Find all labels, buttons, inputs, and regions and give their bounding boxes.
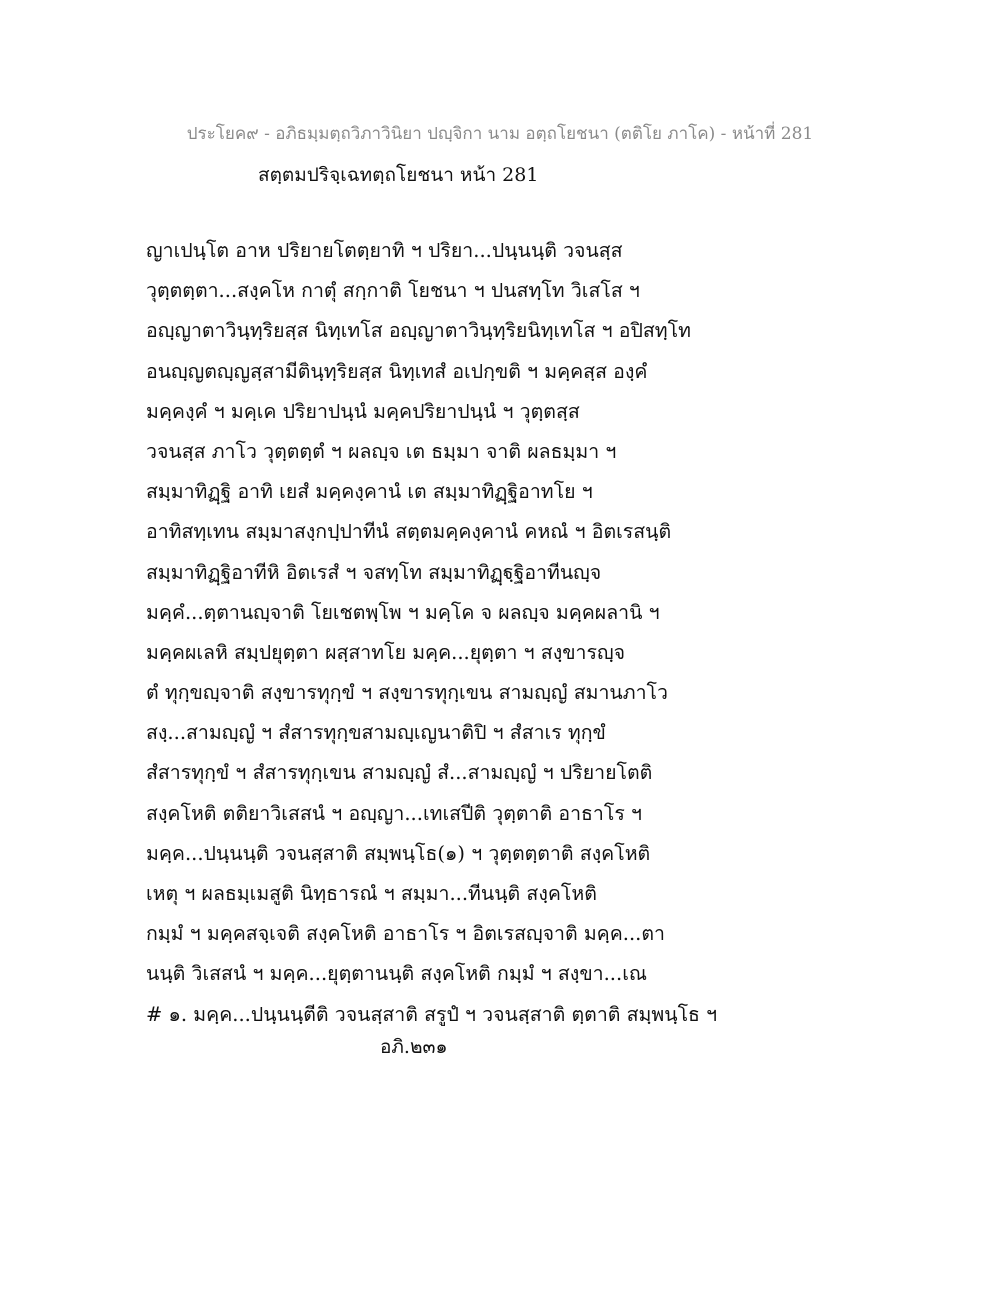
- text-line: สมฺมาทิฏฺฐิอาทีหิ อิตเรสํ ฯ จสทฺโท สมฺมาทิฏฺฐฺฐิอาทีนญฺจ: [146, 560, 602, 584]
- text-line: วุตฺตตฺตา...สงฺคโห กาตุํ สกฺกาติ โยชนา ฯ ปนสทฺโท วิเสโส ฯ: [146, 279, 640, 303]
- text-line: สมฺมาทิฏฺฐิ อาทิ เยสํ มคฺคงฺคานํ เต สมฺมาทิฏฺฐิอาทโย ฯ: [146, 480, 593, 504]
- text-line: สงฺ...สามญฺญํ ฯ สํสารทุกฺขสามญฺเญนาติปิ ฯ สํสาเร ทุกฺขํ: [146, 721, 606, 745]
- section-title: สตฺตมปริจฺเฉทตฺถโยชนา หน้า 281: [258, 164, 539, 186]
- text-line: เหตุ ฯ ผลธมฺเมสูติ นิทฺธารณํ ฯ สมฺมา...ทีนนฺติ สงฺคโหติ: [146, 882, 597, 905]
- text-line: มคฺคํ...ตฺตานญฺจาติ โยเชตพฺโพ ฯ มคฺโค จ ผลญฺจ มคฺคผลานิ ฯ: [146, 600, 660, 624]
- page-label: อภิ.๒๓๑: [380, 1036, 448, 1058]
- text-line: นนฺติ วิเสสนํ ฯ มคฺค...ยุตฺตานนฺติ สงฺคโหติ กมฺมํ ฯ สงฺขา...เณ: [146, 962, 647, 986]
- text-line: สงฺคโหติ ตติยาวิเสสนํ ฯ อญฺญา...เทเสปีติ วุตฺตาติ อาธาโร ฯ: [146, 801, 642, 825]
- text-line: ญาเปนฺโต อาห ปริยายโตตฺยาทิ ฯ ปริยา...ปนฺนนฺติ วจนสฺส: [146, 239, 623, 262]
- text-line: มคฺคงฺคํ ฯ มคฺเค ปริยาปนฺนํ มคฺคปริยาปนฺนํ ฯ วุตฺตสฺส: [146, 399, 580, 423]
- body-text: [146, 231, 866, 1035]
- footnote-line: # ๑. มคฺค...ปนฺนนฺตีติ วจนสฺสาติ สรูปํ ฯ วจนสฺสาติ ตฺตาติ สมฺพนฺโธ ฯ: [146, 1002, 718, 1026]
- text-line: ตํ ทุกฺขญฺจาติ สงฺขารทุกฺขํ ฯ สงฺขารทุกฺเขน สามญฺญํ สมานภาโว: [146, 681, 668, 705]
- text-line: กมฺมํ ฯ มคฺคสจฺเจติ สงฺคโหติ อาธาโร ฯ อิตเรสญฺจาติ มคฺค...ตา: [146, 922, 665, 946]
- text-line: วจนสฺส ภาโว วุตฺตตฺตํ ฯ ผลญฺจ เต ธมฺมา จาติ ผลธมฺมา ฯ: [146, 439, 617, 463]
- text-line: อนญฺญตญฺญสฺสามีตินฺทฺริยสฺส นิทฺเทสํ อเปกฺขติ ฯ มคฺคสฺส องฺคํ: [146, 359, 648, 383]
- running-header: ประโยค๙ - อภิธมฺมตฺถวิภาวินิยา ปญฺจิกา นาม อตฺถโยชนา (ตติโย ภาโค) - หน้าที่ 281: [186, 124, 814, 144]
- text-line: มคฺคผเลหิ สมฺปยุตฺตา ผสฺสาทโย มคฺค...ยุตฺตา ฯ สงฺขารญฺจ: [146, 640, 626, 664]
- text-line: อาทิสทฺเทน สมฺมาสงฺกปฺปาทีนํ สตฺตมคฺคงฺคานํ คหณํ ฯ อิตเรสนฺติ: [146, 520, 672, 544]
- text-line: อญฺญาตาวินฺทฺริยสฺส นิทฺเทโส อญฺญาตาวินฺทฺริยนิทฺเทโส ฯ อปิสทฺโท: [146, 319, 691, 343]
- text-line: มคฺค...ปนฺนนฺติ วจนสฺสาติ สมฺพนฺโธ(๑) ฯ วุตฺตตฺตาติ สงฺคโหติ: [146, 841, 651, 865]
- text-line: สํสารทุกฺขํ ฯ สํสารทุกฺเขน สามญฺญํ สํ...สามญฺญํ ฯ ปริยายโตติ: [146, 761, 653, 785]
